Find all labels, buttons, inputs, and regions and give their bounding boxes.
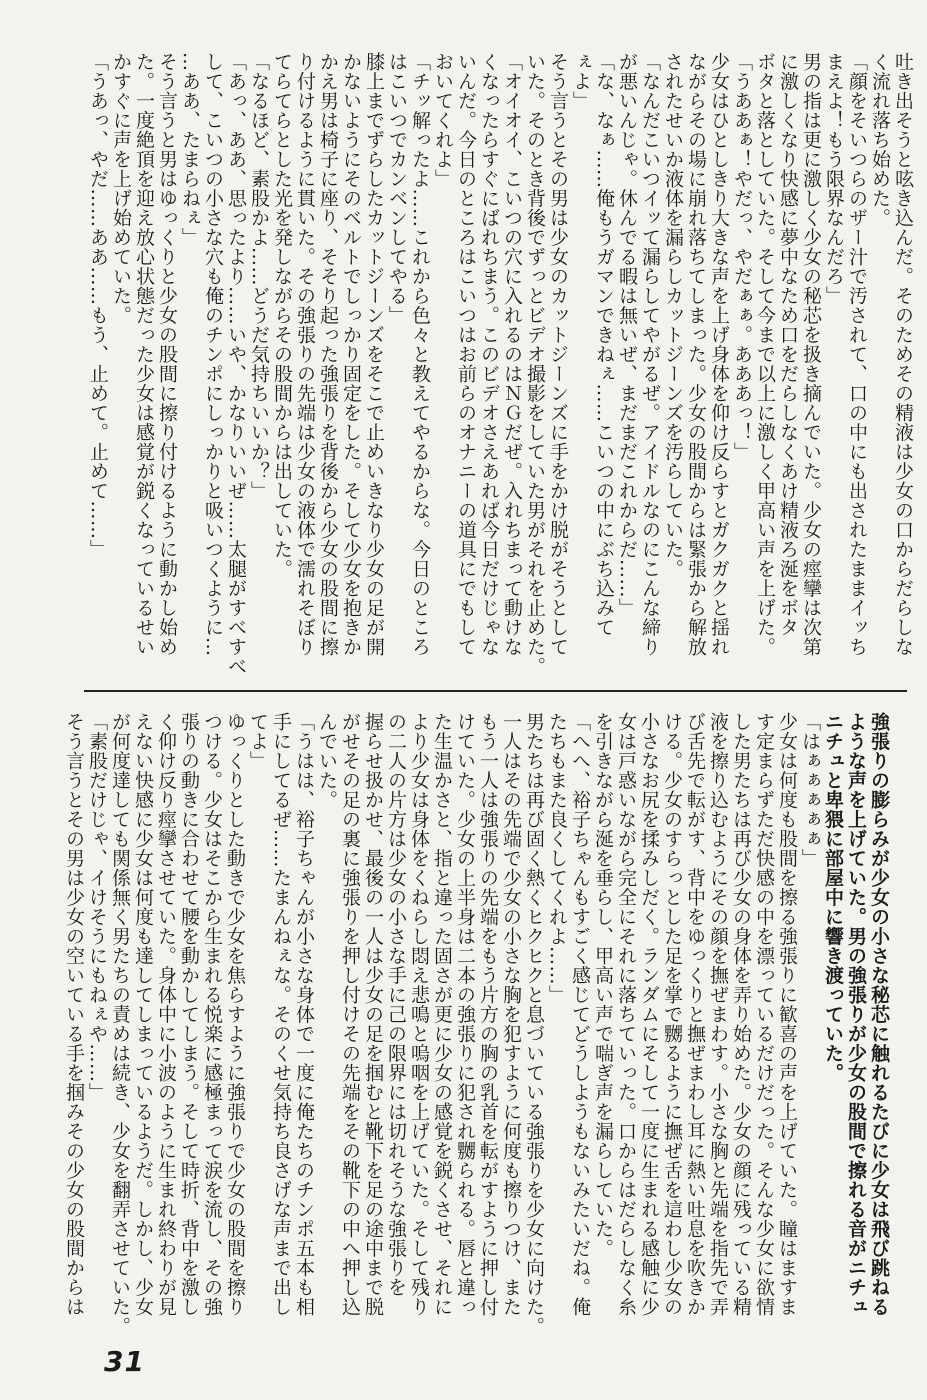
text-line: いた。そのとき背後でずっとビデオ撮影をしていた男がそれを止めた。 [524, 52, 546, 676]
text-line: して、こいつの小さな穴も俺のチンポにしっかりと吸いつくように… [202, 52, 224, 657]
text-line: そう言うとその男は少女の空いている手を掴みその少女の股間からは [63, 712, 85, 1317]
text-line: 「へへ、裕子ちゃんもすごく感じてどうしようもないみたいだね。俺 [569, 712, 591, 1317]
text-line: 一人はその先端で少女の小さな胸を犯すように何度も擦りつけ、また [500, 712, 522, 1317]
page-number: 31 [104, 1345, 145, 1378]
text-line: いんだ。今日のところはこいつはお前らのオナニーの道具にでもして [455, 52, 477, 657]
text-line: 握らせ扱かせ、最後の一人は少女の足を掴むと靴下を足の途中まで脱 [362, 712, 384, 1317]
text-line: く流れ落ち始めた。 [869, 52, 891, 228]
text-line: 「なんだこいつイッて漏らしてやがるぜ。アイドルなのにこんな締り [639, 52, 661, 657]
text-line: 「素股だけじゃ、イけそうにもねぇや……」 [86, 712, 108, 1102]
text-line: ゆっくりとした動きで少女を焦らすように強張りで少女の股間を擦り [224, 712, 246, 1317]
text-line: 「な、なぁ……俺もうガマンできねぇ……こいつの中にぶち込みて [593, 52, 615, 637]
text-line: を引きながら涎を垂らし、甲高い声で喘ぎ声を漏らしていた。 [592, 712, 614, 1258]
text-line: んでいた。 [316, 712, 338, 810]
text-line: ような声を上げていた。男の強張りが少女の股間で擦れる音がニチュ [845, 712, 867, 1317]
text-line: 「はぁぁぁぁぁ」 [799, 712, 821, 868]
text-line: た。一度絶頂を迎え放心状態だった少女は感覚が鋭くなっているせい [133, 52, 155, 657]
text-line: かすぐに声を上げ始めていた。 [110, 52, 132, 325]
text-line: がせその足の裏に強張りを押し付けその先端をその靴下の中へ押し込 [339, 712, 361, 1317]
text-line: ニチュと卑猥に部屋中に響き渡っていた。 [822, 712, 844, 1083]
text-line: おいてくれよ」 [432, 52, 454, 189]
text-line: されたせいか液体を漏らしカットジーンズを汚らしていた。 [662, 52, 684, 579]
section-divider [84, 690, 907, 692]
text-line: 小さなお尻を揉みしだく。ランダムにそして一度に生まれる感触に少 [638, 712, 660, 1317]
text-line: に激しくなり快感に夢中なため口をだらしなくあけ精液ろ涎をボタ [777, 52, 799, 637]
text-line: てよ」 [247, 712, 269, 771]
text-line: した男たちは再び少女の身体を弄り始めた。少女の顔に残っている精 [730, 712, 752, 1317]
text-line: ける。少女のすらっとした足を掌で嬲るように撫ぜ舌を這わし少女の [661, 712, 683, 1317]
text-line: つける。少女はそこから生まれる悦楽に感極まって涙を流し、その強 [201, 712, 223, 1317]
text-line: えない快感に少女は何度も達してしまっているようだ。しかし、少女 [132, 712, 154, 1317]
text-line: の二人の片方は少女の小さな手に己の限界には切れそうな強張りを [385, 712, 407, 1297]
text-line: ぇよ」 [570, 52, 592, 111]
text-line: …ああ、たまらねぇ」 [179, 52, 201, 247]
text-line: 「チッ解ったよ……これから色々と教えてやるからな。今日のところ [409, 52, 431, 657]
text-line: た生温かさと、指と違った固さが更に少女の感覚を鋭くさせ、それに [431, 712, 453, 1317]
text-line: 吐き出そうと呟き込んだ。そのためその精液は少女の口からだらしな [892, 52, 914, 657]
text-line: くなったらすぐにばれちまう。このビデオさえあれば今日だけじゃな [478, 52, 500, 657]
text-line: す定まらずただ快感の中を漂っているだけだった。そんな少女に欲情 [753, 712, 775, 1317]
text-line: 「うあっ、やだ……ああ……もう、止めて。止めて……」 [87, 52, 109, 559]
text-line: 少女は何度も股間を擦る強張りに歓喜の声を上げていた。瞳はますま [776, 712, 798, 1317]
text-line: より少女は身体をくねらし悶え悲鳴と嗚咽を上げていた。そして残り [408, 712, 430, 1317]
text-line: り付けるように貫いた。その強張りの先端は少女の液体で濡れそぼり [294, 52, 316, 657]
text-line: 強張りの膨らみが少女の小さな秘芯に触れるたびに少女は飛び跳ねる [868, 712, 890, 1317]
text-line: 「うはは、裕子ちゃんが小さな身体で一度に俺たちのチンポ五本も相 [293, 712, 315, 1317]
text-line: 「オイオイ、こいつの穴に入れるのはＮＧだぜ。入れちまって動けな [501, 52, 523, 657]
text-line: 手にしてるぜ……たまんねぇな。そのくせ気持ち良さげな声まで出し [270, 712, 292, 1317]
text-line: 少女はひとしきり大きな声を上げ身体を仰け反らすとガクガクと揺れ [708, 52, 730, 657]
text-line: 液を擦り込むようにその顔を撫ぜまわす。小さな胸と先端を指先で弄 [707, 712, 729, 1317]
bottom-text-block [63, 712, 890, 1340]
text-line: び舌先で転がす、背中をゆっくりと撫ぜまわし耳に熱い吐息を吹きか [684, 712, 706, 1317]
text-line: まえよ！もう限界なんだろ」 [823, 52, 845, 306]
text-line: かないようにそのベルトでしっかり固定をした。そして少女を抱きか [340, 52, 362, 657]
text-line: そう言うと男はゆっくりと少女の股間に擦り付けるように動かし始め [156, 52, 178, 657]
text-line: ながらその場に崩れ落ちてしまった。少女の股間からは緊張から解放 [685, 52, 707, 657]
text-line: 「顔をそいつらのザー汁で汚されて、口の中にも出されたままイッち [846, 52, 868, 657]
text-line: はこいつでカンベンしてやる」 [386, 52, 408, 325]
text-line: 男たちは再び固く熱くヒクヒクと息づいている強張りを少女に向けた。 [523, 712, 545, 1336]
text-line: 「あっ、ああ、思ったより……いや、かなりいいぜ……太腿がすべすべ [225, 52, 247, 676]
text-line: ボタと落としていた。そして今まで以上に激しく甲高い声を上げた。 [754, 52, 776, 657]
text-line: 男の指は更に激しく少女の秘芯を扱き摘んでいた。少女の痙攣は次第 [800, 52, 822, 657]
text-line: が何度達しても関係無く男たちの責めは続き、少女を翻弄させていた。 [109, 712, 131, 1336]
text-line: 膝上までずらしたカットジーンズをそこで止めいきなり少女の足が開 [363, 52, 385, 657]
text-line: 「なるほど、素股かよ……どうだ気持ちいいか？」 [248, 52, 270, 501]
text-line: そう言うとその男は少女のカットジーンズに手をかけ脱がそうとして [547, 52, 569, 657]
text-line: かえ男は椅子に座り、そそり起った強張りを背後から少女の股間に擦 [317, 52, 339, 657]
top-text-block [84, 52, 914, 677]
text-line: たちもまた良くしてくれよ……」 [546, 712, 568, 1005]
text-line: もう一人は強張りの先端をもう片方の胸の乳首を転がすように押し付 [477, 712, 499, 1317]
text-line: 張りの動きに合わせて腰を動かしてしまう。そして時折、背中を激し [178, 712, 200, 1317]
text-line: が悪いんじゃ。休んでる暇は無いぜ、まだまだこれからだ……」 [616, 52, 638, 618]
text-line: 女は戸惑いながら完全にそれに落ちていった。口からはだらしなく糸 [615, 712, 637, 1317]
text-line: 「うああぁ！やだっ、やだぁぁ。あああっ！」 [731, 52, 753, 462]
text-line: てらてらとした光を発しながらその股間からは出していた。 [271, 52, 293, 579]
text-line: けていた。少女の上半身は二本の強張りに犯され嬲られる。唇と違っ [454, 712, 476, 1317]
text-line: く仰け反り痙攣させていた。身体中に小波のように生まれ終わりが見 [155, 712, 177, 1317]
